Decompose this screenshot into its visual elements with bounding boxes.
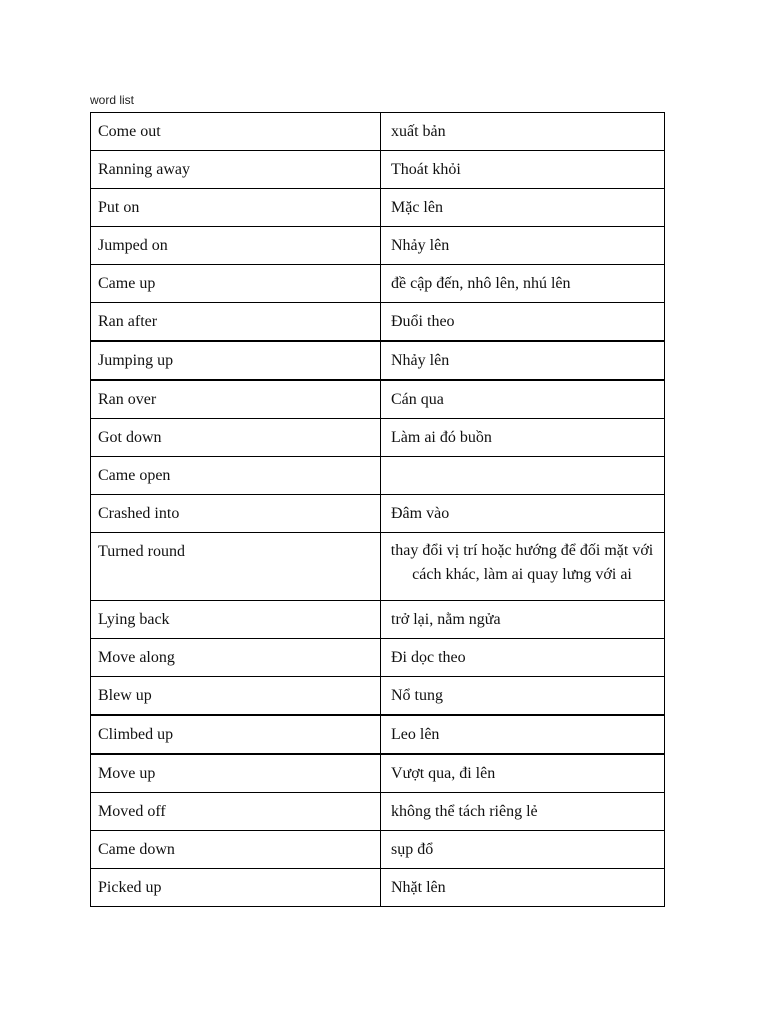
meaning-cell: Đi dọc theo [381, 639, 665, 677]
meaning-cell: Vượt qua, đi lên [381, 754, 665, 793]
phrase-cell: Crashed into [91, 495, 381, 533]
meaning-cell: Cán qua [381, 380, 665, 419]
phrase-cell: Move along [91, 639, 381, 677]
meaning-cell: sụp đổ [381, 831, 665, 869]
table-row [91, 677, 665, 716]
table-row [91, 533, 665, 601]
table-row [91, 869, 665, 907]
table-row [91, 151, 665, 189]
meaning-cell: xuất bản [381, 113, 665, 151]
table-row [91, 113, 665, 151]
table-row [91, 793, 665, 831]
phrase-cell: Picked up [91, 869, 381, 907]
meaning-cell: trở lại, nằm ngửa [381, 601, 665, 639]
phrase-cell: Ran after [91, 303, 381, 342]
meaning-cell: Leo lên [381, 715, 665, 754]
meaning-cell: Nhặt lên [381, 869, 665, 907]
phrase-cell: Lying back [91, 601, 381, 639]
table-row [91, 380, 665, 419]
word-table [90, 112, 665, 907]
phrase-cell: Move up [91, 754, 381, 793]
table-row [91, 341, 665, 380]
phrase-cell: Put on [91, 189, 381, 227]
document-label: word list [90, 93, 135, 107]
meaning-cell: Nhảy lên [381, 341, 665, 380]
table-row [91, 831, 665, 869]
table-row [91, 419, 665, 457]
meaning-cell: Nổ tung [381, 677, 665, 716]
table-row [91, 303, 665, 342]
table-row [91, 639, 665, 677]
table-row [91, 189, 665, 227]
phrase-cell: Come out [91, 113, 381, 151]
phrase-cell: Came open [91, 457, 381, 495]
meaning-cell: Mặc lên [381, 189, 665, 227]
table-row [91, 601, 665, 639]
meaning-cell: Thoát khỏi [381, 151, 665, 189]
phrase-cell: Moved off [91, 793, 381, 831]
phrase-cell: Ranning away [91, 151, 381, 189]
meaning-cell: đề cập đến, nhô lên, nhú lên [381, 265, 665, 303]
table-row [91, 754, 665, 793]
meaning-cell: thay đổi vị trí hoặc hướng để đối mặt với cách khác, làm ai quay lưng với ai [381, 533, 665, 601]
meaning-cell: Nhảy lên [381, 227, 665, 265]
phrase-cell: Came down [91, 831, 381, 869]
phrase-cell: Blew up [91, 677, 381, 716]
meaning-cell: không thể tách riêng lẻ [381, 793, 665, 831]
phrase-cell: Jumped on [91, 227, 381, 265]
phrase-cell: Got down [91, 419, 381, 457]
phrase-cell: Climbed up [91, 715, 381, 754]
table-row [91, 457, 665, 495]
table-row [91, 227, 665, 265]
meaning-cell: Đuổi theo [381, 303, 665, 342]
meaning-cell: Đâm vào [381, 495, 665, 533]
meaning-cell [381, 457, 665, 495]
table-row [91, 715, 665, 754]
phrase-cell: Came up [91, 265, 381, 303]
table-row [91, 265, 665, 303]
meaning-cell: Làm ai đó buồn [381, 419, 665, 457]
table-row [91, 495, 665, 533]
phrase-cell: Jumping up [91, 341, 381, 380]
phrase-cell: Ran over [91, 380, 381, 419]
phrase-cell: Turned round [91, 533, 381, 601]
